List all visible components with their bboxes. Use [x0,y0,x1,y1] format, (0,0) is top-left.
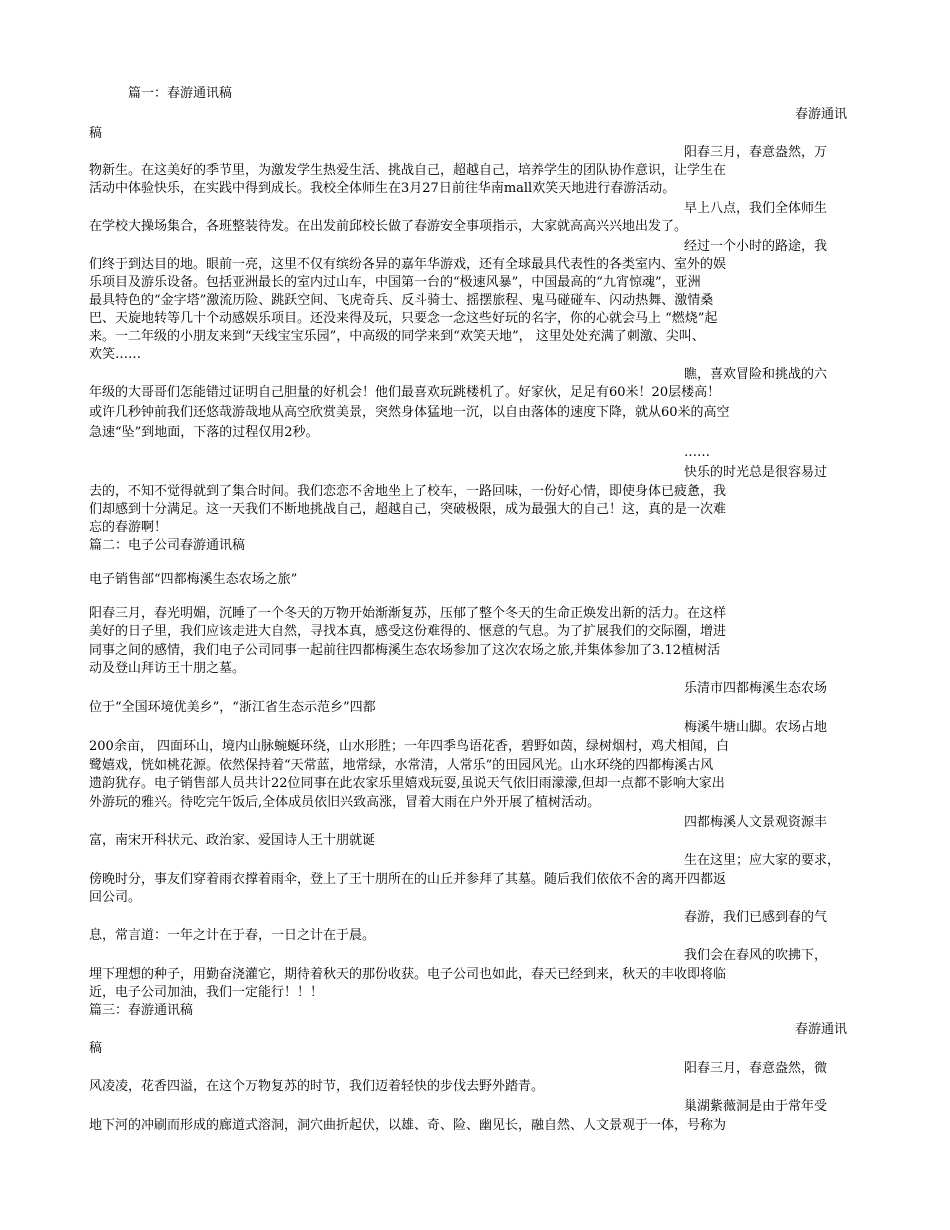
text-line: 春游通讯 [795,107,848,122]
text-line: 欢笑…… [89,347,142,362]
text-line: 阳春三月，春意盎然，万 [684,145,828,160]
text-line: 动及登山拜访王十朋之墓。 [89,661,246,676]
text-line: 在学校大操场集合，各班整装待发。在出发前邱校长做了春游安全事项指示，大家就高高兴兴地出发了。 [89,219,688,234]
text-line: 瞧，喜欢冒险和挑战的六 [684,367,828,382]
text-line: 近，电子公司加油，我们一定能行！！！ [89,985,324,1000]
text-line: 外游玩的雅兴。待吃完午饭后,全体成员依旧兴致高涨，冒着大雨在户外开展了植树活动。 [89,795,601,810]
text-line: 物新生。在这美好的季节里，为激发学生热爱生活、挑战自己，超越自己，培养学生的团队协作意识，让学生在 [89,163,727,178]
text-line: 或许几秒钟前我们还悠哉游哉地从高空欣赏美景，突然身体猛地一沉，以自由落体的速度下降，就从60米的高空 [89,405,730,420]
text-line: …… [684,445,710,460]
text-line: 来。一二年级的小朋友来到“天线宝宝乐园”，中高级的同学来到“欢笑天地”， 这里处处充满了刺激、尖叫、 [89,329,705,344]
text-line: 富，南宋开科状元、政治家、爱国诗人王十朋就诞 [89,833,376,848]
text-line: 篇二：电子公司春游通讯稿 [89,538,246,553]
text-line: 地下河的冲刷而形成的廊道式溶洞，洞穴曲折起伏，以雄、奇、险、幽见长，融自然、人文景观于一体，号称为 [89,1118,727,1133]
text-line: 春游通讯 [795,1022,848,1037]
text-line: 鹭嬉戏，恍如桃花源。依然保持着“天常蓝，地常绿，水常清，人常乐”的田园风光。山水环绕的四都梅溪古风 [89,758,714,773]
text-line: 巴、天旋地转等几十个动感娱乐项目。还没来得及玩，只要念一念这些好玩的名字，你的心就会马上 “燃烧”起 [89,311,718,326]
text-line: 同事之间的感情，我们电子公司同事一起前往四都梅溪生态农场参加了这次农场之旅,并集体参加了3.12植树活 [89,643,721,658]
text-line: 年级的大哥哥们怎能错过证明自己胆量的好机会！他们最喜欢玩跳楼机了。好家伙，足足有60米！20层楼高！ [89,385,721,400]
text-line: 回公司。 [89,890,142,905]
text-line: 生在这里；应大家的要求， [684,853,841,868]
text-line: 息，常言道：一年之计在于春，一日之计在于晨。 [89,928,376,943]
text-line: 乐清市四都梅溪生态农场 [684,681,828,696]
text-line: 经过一个小时的路途，我 [684,239,828,254]
text-line: 乐项目及游乐设备。包括亚洲最长的室内过山车，中国第一台的“极速风暴”，中国最高的“九宵惊魂”，亚洲 [89,275,701,290]
text-line: 傍晚时分，事友们穿着雨衣撑着雨伞，登上了王十朋所在的山丘并参拜了其墓。随后我们依依不舍的离开四都返 [89,872,727,887]
text-line: 们却感到十分满足。这一天我们不断地挑战自己，超越自己，突破极限，成为最强大的自己！这，真的是一次难 [89,502,727,517]
text-line: 位于“全国环境优美乡”，“浙江省生态示范乡”四都 [89,700,376,715]
text-line: 风凌凌，花香四溢，在这个万物复苏的时节，我们迈着轻快的步伐去野外踏青。 [89,1079,545,1094]
text-line: 稿 [89,1041,103,1056]
text-line: 最具特色的“金字塔”激流历险、跳跃空间、飞虎奇兵、反斗骑士、摇摆旅程、鬼马碰碰车、闪动热舞、激情桑 [89,293,714,308]
text-line: 巢湖紫薇洞是由于常年受 [684,1099,828,1114]
text-line: 电子销售部“四都梅溪生态农场之旅” [89,572,298,587]
text-line: 阳春三月，春意盎然，微 [684,1061,828,1076]
text-line: 美好的日子里，我们应该走进大自然，寻找本真，感受这份难得的、惬意的气息。为了扩展我们的交际圈，增进 [89,624,727,639]
text-line: 去的，不知不觉得就到了集合时间。我们恋恋不舍地坐上了校车，一路回味，一份好心情，即使身体已疲惫，我 [89,484,727,499]
text-line: 200余亩， 四面环山，境内山脉蜿蜒环绕，山水形胜；一年四季鸟语花香，碧野如茵，绿树烟村，鸡犬相闻，白 [89,739,729,754]
text-line: 阳春三月，春光明媚，沉睡了一个冬天的万物开始渐渐复苏，压郁了整个冬天的生命正焕发出新的活力。在这样 [89,606,727,621]
text-line: 遗韵犹存。电子销售部人员共计22位同事在此农家乐里嬉戏玩耍,虽说天气依旧雨濛濛,但却一点都不影响大家出 [89,776,725,791]
text-line: 梅溪牛塘山脚。农场占地 [684,720,828,735]
text-line: 埋下理想的种子，用勤奋浇灌它，期待着秋天的那份收获。电子公司也如此，春天已经到来，秋天的丰收即将临 [89,967,727,982]
text-line: 篇一：春游通讯稿 [128,86,233,101]
text-line: 稿 [89,126,103,141]
text-line: 急速“坠”到地面，下落的过程仅用2秒。 [89,425,319,440]
text-line: 早上八点，我们全体师生 [684,201,828,216]
text-line: 春游，我们已感到春的气 [684,910,828,925]
text-line: 我们会在春风的吹拂下， [684,948,828,963]
text-line: 快乐的时光总是很容易过 [684,465,828,480]
text-line: 篇三：春游通讯稿 [89,1003,194,1018]
text-line: 活动中体验快乐，在实践中得到成长。我校全体师生在3月27日前往华南mall欢笑天地进行春游活动。 [89,181,676,196]
text-line: 们终于到达目的地。眼前一亮，这里不仅有缤纷各异的嘉年华游戏，还有全球最具代表性的各类室内、室外的娱 [89,257,727,272]
text-line: 忘的春游啊！ [89,520,168,535]
text-line: 四都梅溪人文景观资源丰 [684,815,828,830]
